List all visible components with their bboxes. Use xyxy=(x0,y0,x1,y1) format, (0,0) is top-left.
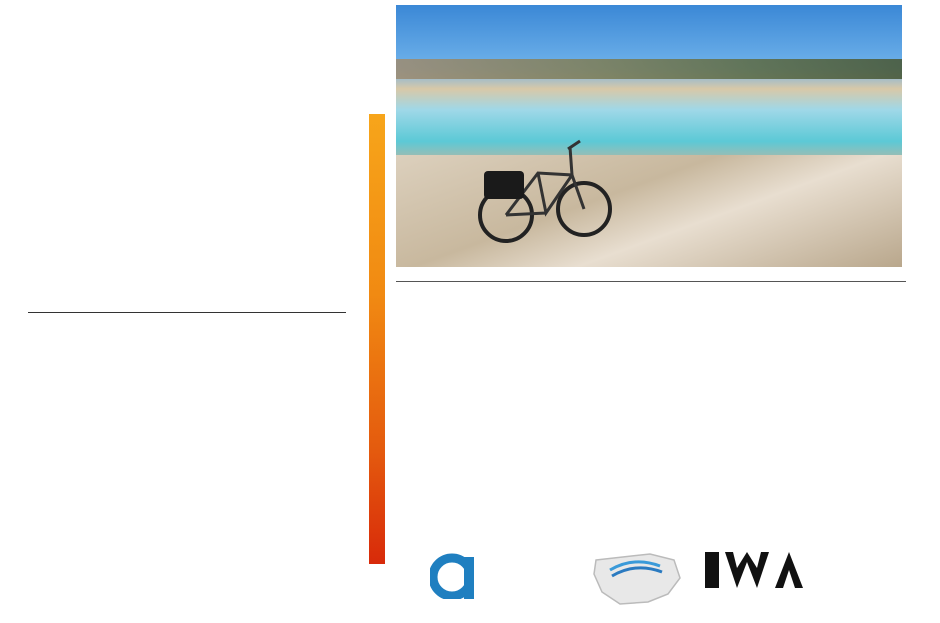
calendar-weekdays xyxy=(28,282,348,312)
beach-photo xyxy=(396,5,902,267)
photo-rocks xyxy=(396,155,902,267)
legend-jornadas-swatch xyxy=(28,590,44,606)
legend-otros-swatch xyxy=(178,590,194,606)
legend-ywp-swatch xyxy=(178,569,194,585)
photo-hills xyxy=(396,59,902,79)
calendar-divider xyxy=(28,312,346,313)
ywp-spain-map-icon xyxy=(590,550,684,608)
iwa-logo-icon xyxy=(703,548,805,592)
bicycle-icon xyxy=(476,115,616,255)
events-divider xyxy=(396,281,906,282)
aeas-logo-icon xyxy=(430,553,474,599)
legend-congresos-swatch xyxy=(28,569,44,585)
gradient-bar xyxy=(369,114,385,564)
